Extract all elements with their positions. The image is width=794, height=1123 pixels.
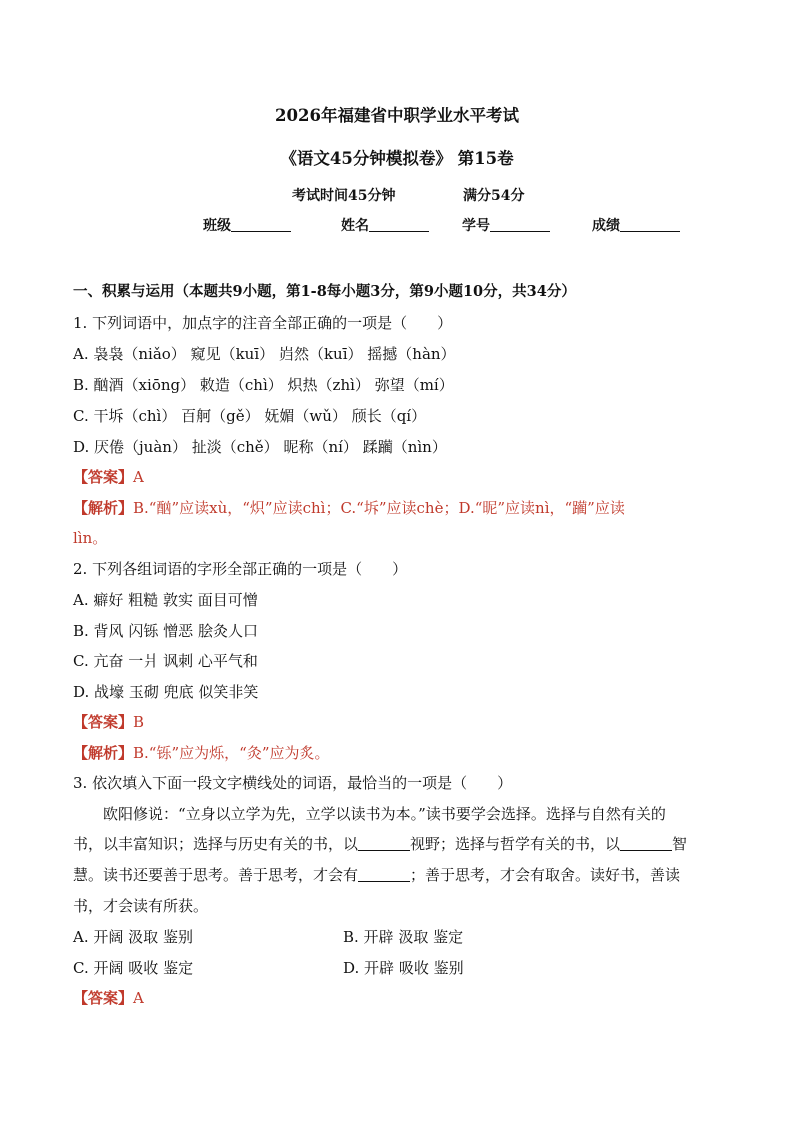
q1-answer-tag: 【答案】 — [73, 468, 134, 486]
q2-d-2: 玉砌 — [128, 683, 159, 701]
q3-a-3: 鉴别 — [162, 928, 193, 946]
field-score-blank[interactable] — [620, 217, 680, 232]
q1-a-2: 窥见（kuī） — [190, 345, 275, 363]
q3-blank-2[interactable] — [620, 836, 672, 851]
q3-a-2: 汲取 — [128, 928, 159, 946]
field-score-label: 成绩 — [592, 218, 620, 234]
q1-analysis-line2: lìn。 — [73, 529, 108, 547]
q2-b-4: 脍灸人口 — [197, 622, 258, 640]
q2-answer — [73, 712, 144, 732]
q3-passage-line4: 书，才会读有所获。 — [73, 897, 209, 915]
q1-option-d[interactable] — [73, 437, 447, 457]
q3-option-a[interactable] — [73, 927, 193, 947]
q2-c-2: 一爿 — [128, 652, 159, 670]
exam-title: 2026年福建省中职学业水平考试 — [275, 106, 519, 125]
q3-option-d[interactable] — [343, 958, 464, 978]
q3-option-c[interactable] — [73, 958, 193, 978]
q3-answer-tag: 【答案】 — [73, 989, 134, 1007]
q1-stem: 1. 下列词语中，加点字的注音全部正确的一项是（ ） — [73, 314, 453, 332]
exam-time: 考试时间45分钟 — [292, 188, 396, 204]
q3-option-b[interactable] — [343, 927, 463, 947]
q2-option-b[interactable] — [73, 621, 258, 641]
q1-answer-value: A — [133, 468, 144, 486]
q2-option-a[interactable] — [73, 590, 258, 610]
q3-d-3: 鉴别 — [433, 959, 464, 977]
q1-analysis-tag: 【解析】 — [73, 499, 134, 517]
q2-analysis — [73, 743, 329, 763]
q3-passage-line3 — [73, 865, 680, 885]
q2-answer-tag: 【答案】 — [73, 713, 134, 731]
q3-d-2: 吸收 — [398, 959, 429, 977]
q1-option-a[interactable] — [73, 344, 456, 364]
q1-analysis — [73, 498, 625, 518]
q2-a-4: 面目可憎 — [197, 591, 258, 609]
q2-option-c[interactable] — [73, 651, 258, 671]
q2-analysis-text: B.“铄”应为烁，“灸”应为炙。 — [133, 744, 330, 762]
q3-d-1: D. 开辟 — [343, 959, 395, 977]
q3-passage-line2-b: 视野；选择与哲学有关的书，以 — [410, 835, 621, 853]
exam-total-score: 满分54分 — [463, 188, 525, 204]
exam-subtitle: 《语文45分钟模拟卷》 第15卷 — [280, 149, 514, 168]
q1-c-2: 百舸（gě） — [181, 407, 260, 425]
q2-a-1: A. 癖好 — [73, 591, 124, 609]
q1-d-3: 昵称（ní） — [283, 438, 358, 456]
q2-option-d[interactable] — [73, 682, 258, 702]
q2-d-1: D. 战壕 — [73, 683, 125, 701]
q2-d-4: 似笑非笑 — [198, 683, 259, 701]
q3-answer — [73, 988, 144, 1008]
q1-analysis-line1: B.“酗”应读xù，“炽”应读chì；C.“坼”应读chè；D.“昵”应读nì，“躏”应读 — [133, 499, 625, 517]
q3-passage-line2-a: 书，以丰富知识；选择与历史有关的书，以 — [73, 835, 359, 853]
q2-answer-value: B — [133, 713, 145, 731]
q3-c-3: 鉴定 — [163, 959, 194, 977]
q3-passage-line2 — [73, 834, 687, 854]
q2-d-3: 兜底 — [163, 683, 194, 701]
q3-passage-line2-c: 智 — [672, 835, 688, 853]
q2-b-3: 憎恶 — [163, 622, 194, 640]
q1-option-b[interactable] — [73, 375, 454, 395]
q3-passage-line1: 欧阳修说：“立身以立学为先，立学以读书为本。”读书要学会选择。选择与自然有关的 — [103, 805, 666, 823]
q3-b-2: 汲取 — [398, 928, 429, 946]
q1-answer — [73, 467, 144, 487]
q3-passage-line3-a: 慧。读书还要善于思考。善于思考，才会有 — [73, 866, 359, 884]
field-id-blank[interactable] — [490, 217, 550, 232]
q1-d-4: 蹂躏（nìn） — [362, 438, 447, 456]
q1-b-4: 弥望（mí） — [374, 376, 454, 394]
q3-stem: 3. 依次填入下面一段文字横线处的词语，最恰当的一项是（ ） — [73, 774, 513, 792]
field-id — [462, 216, 550, 236]
q1-c-1: C. 干坼（chì） — [73, 407, 177, 425]
section-heading: 一、积累与运用（本题共9小题，第1-8每小题3分，第9小题10分，共34分） — [73, 283, 576, 300]
q2-analysis-tag: 【解析】 — [73, 744, 134, 762]
q2-a-2: 粗糙 — [128, 591, 159, 609]
q2-stem: 2. 下列各组词语的字形全部正确的一项是（ ） — [73, 560, 408, 578]
q3-a-1: A. 开阔 — [73, 928, 124, 946]
field-name-blank[interactable] — [369, 217, 429, 232]
q1-d-2: 扯淡（chě） — [191, 438, 279, 456]
q2-c-1: C. 亢奋 — [73, 652, 124, 670]
q3-passage-line3-b: ；善于思考，才会有取舍。读好书，善读 — [410, 866, 681, 884]
q2-c-4: 心平气和 — [197, 652, 258, 670]
q3-c-1: C. 开阔 — [73, 959, 124, 977]
q2-b-1: B. 背风 — [73, 622, 124, 640]
q1-b-3: 炽热（zhì） — [287, 376, 370, 394]
field-class-blank[interactable] — [231, 217, 291, 232]
q2-b-2: 闪铄 — [128, 622, 159, 640]
q3-b-1: B. 开辟 — [343, 928, 394, 946]
q3-blank-1[interactable] — [358, 836, 410, 851]
field-name-label: 姓名 — [341, 218, 369, 234]
q1-c-4: 颀长（qí） — [351, 407, 427, 425]
field-class — [203, 216, 291, 236]
q3-blank-3[interactable] — [358, 867, 410, 882]
field-score — [592, 216, 680, 236]
q3-answer-value: A — [133, 989, 144, 1007]
q1-d-1: D. 厌倦（juàn） — [73, 438, 187, 456]
field-name — [341, 216, 429, 236]
q1-a-4: 摇撼（hàn） — [367, 345, 456, 363]
q2-c-3: 讽刺 — [163, 652, 194, 670]
q3-c-2: 吸收 — [128, 959, 159, 977]
q1-a-3: 岿然（kuī） — [278, 345, 363, 363]
q3-b-3: 鉴定 — [433, 928, 464, 946]
q1-b-2: 敕造（chì） — [199, 376, 283, 394]
field-id-label: 学号 — [462, 218, 490, 234]
q1-option-c[interactable] — [73, 406, 426, 426]
q1-b-1: B. 酗酒（xiōng） — [73, 376, 196, 394]
q1-c-3: 妩媚（wǔ） — [264, 407, 347, 425]
q2-a-3: 敦实 — [162, 591, 193, 609]
q1-a-1: A. 袅袅（niǎo） — [73, 345, 186, 363]
field-class-label: 班级 — [203, 218, 231, 234]
